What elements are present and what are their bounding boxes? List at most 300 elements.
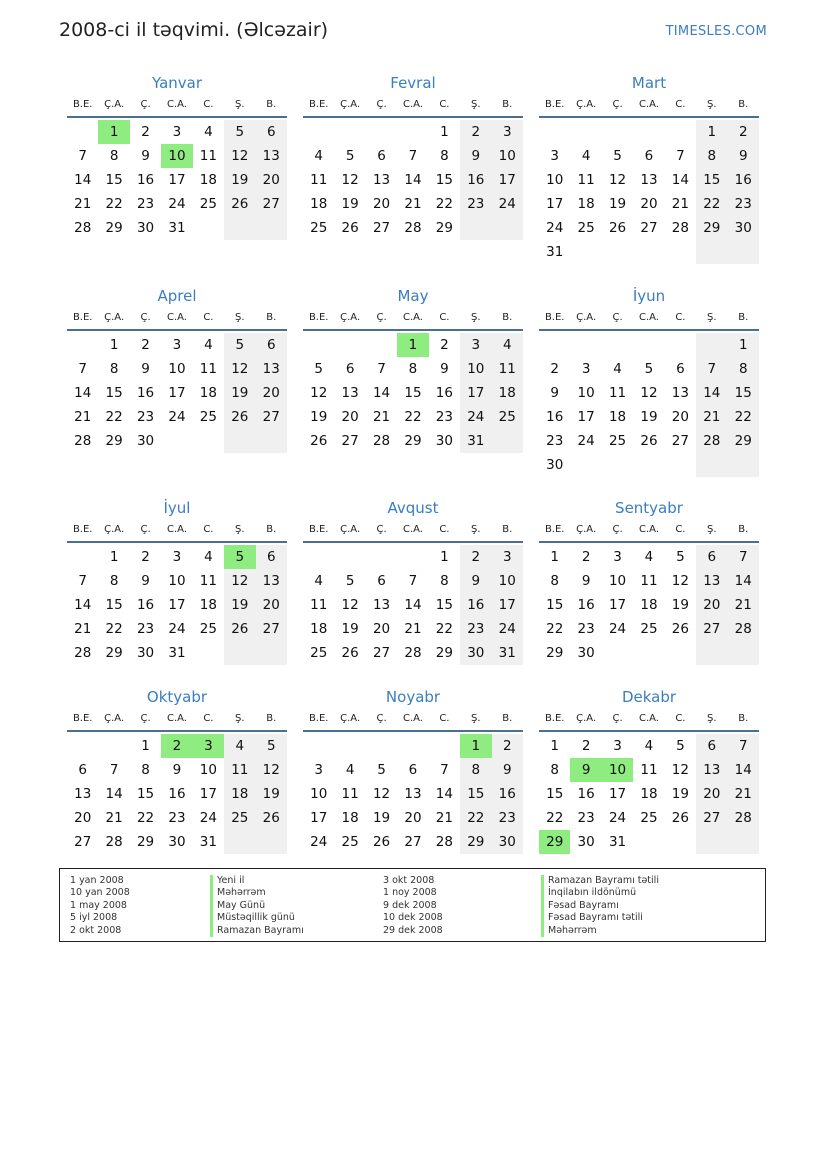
weekday-label: Ş. — [471, 99, 481, 110]
day-cell: 20 — [372, 196, 391, 212]
empty-cell — [256, 216, 287, 240]
day-cell: 4 — [644, 738, 654, 754]
day-cell: 2 — [460, 120, 491, 144]
weekday-label: C. — [203, 713, 214, 724]
day-cell: 20 — [74, 810, 92, 826]
day-cell: 2 — [492, 734, 523, 758]
day-cell: 5 — [377, 762, 386, 778]
weekday-label: B.E. — [308, 99, 329, 110]
day-cell: 14 — [74, 597, 92, 613]
day-cell: 10 — [199, 762, 217, 778]
empty-cell — [570, 453, 601, 477]
day-cell: 23 — [136, 409, 155, 425]
day-cell: 2 — [460, 545, 491, 569]
empty-cell — [570, 333, 601, 357]
day-cell: 25 — [224, 806, 255, 830]
day-cell: 16 — [136, 597, 155, 613]
weekday-label: Ç.A. — [576, 99, 597, 110]
day-cell: 8 — [408, 361, 418, 377]
day-cell: 20 — [671, 409, 689, 425]
day-cell: 12 — [341, 597, 359, 613]
day-cell: 27 — [256, 192, 287, 216]
day-cell: 13 — [256, 357, 287, 381]
holiday-day-cell: 5 — [224, 545, 255, 569]
empty-cell — [303, 120, 334, 144]
day-cell: 26 — [224, 405, 255, 429]
day-cell: 5 — [676, 738, 685, 754]
day-cell: 1 — [728, 333, 759, 357]
day-cell: 11 — [310, 172, 328, 188]
weekday-label: B.E. — [544, 713, 565, 724]
empty-cell — [193, 641, 224, 665]
day-cell: 29 — [460, 830, 491, 854]
month-name: Oktyabr — [146, 688, 208, 706]
legend-date: 10 dek 2008 — [383, 912, 443, 924]
empty-cell — [303, 333, 334, 357]
weekday-label: Ş. — [471, 312, 481, 323]
day-cell: 12 — [256, 758, 287, 782]
weekday-label: C.A. — [166, 713, 187, 724]
day-cell: 11 — [640, 762, 658, 778]
day-cell: 3 — [172, 549, 182, 565]
weekday-label: B. — [738, 99, 749, 110]
empty-cell — [696, 240, 727, 264]
weekday-label: Ç.A. — [104, 99, 125, 110]
page-title: 2008-ci il təqvimi. (Əlcəzair) — [59, 19, 329, 41]
day-cell: 28 — [74, 220, 92, 236]
day-cell: 11 — [199, 148, 217, 164]
day-cell: 18 — [577, 196, 595, 212]
day-cell: 30 — [577, 645, 595, 661]
day-cell: 27 — [341, 433, 359, 449]
day-cell: 18 — [341, 810, 359, 826]
day-cell: 13 — [696, 758, 727, 782]
day-cell: 20 — [640, 196, 658, 212]
day-cell: 5 — [644, 361, 654, 377]
day-cell: 6 — [256, 120, 287, 144]
brand-link[interactable]: TIMESLES.COM — [665, 24, 767, 39]
day-cell: 12 — [671, 762, 689, 778]
day-cell: 28 — [728, 806, 759, 830]
day-cell: 30 — [136, 220, 155, 236]
day-cell: 13 — [256, 144, 287, 168]
legend-holiday-name: Yeni il — [210, 875, 304, 887]
day-cell: 27 — [404, 834, 422, 850]
weekday-label: C.A. — [166, 312, 187, 323]
day-grid — [303, 120, 523, 240]
empty-cell — [728, 240, 759, 264]
weekday-label: C.A. — [638, 713, 659, 724]
month-name: Dekabr — [621, 688, 677, 706]
empty-cell — [224, 641, 255, 665]
day-cell: 11 — [608, 385, 627, 401]
empty-cell — [397, 734, 428, 758]
day-cell: 12 — [671, 573, 689, 589]
month-name: Noyabr — [385, 688, 441, 706]
weekday-label: Ç.A. — [340, 99, 361, 110]
day-cell: 25 — [199, 621, 217, 637]
day-cell: 8 — [440, 573, 449, 589]
day-cell: 10 — [492, 144, 523, 168]
day-cell: 4 — [644, 549, 654, 565]
day-cell: 26 — [372, 834, 391, 850]
day-cell: 25 — [310, 220, 328, 236]
day-cell: 20 — [404, 810, 422, 826]
day-cell: 3 — [492, 545, 523, 569]
weekday-label: C. — [203, 99, 214, 110]
day-cell: 9 — [728, 144, 759, 168]
day-cell: 4 — [204, 337, 213, 353]
day-cell: 2 — [141, 337, 150, 353]
day-cell: 29 — [696, 216, 727, 240]
weekday-header — [303, 307, 523, 331]
month-i̇yul — [67, 497, 287, 665]
weekday-label: B. — [502, 713, 513, 724]
day-cell: 27 — [671, 433, 689, 449]
weekday-label: C.A. — [166, 524, 187, 535]
day-cell: 12 — [640, 385, 658, 401]
weekday-label: Ş. — [471, 524, 481, 535]
day-cell: 15 — [105, 172, 123, 188]
day-cell: 28 — [404, 645, 422, 661]
empty-cell — [366, 545, 397, 569]
day-cell: 5 — [345, 148, 355, 164]
day-cell: 23 — [460, 192, 491, 216]
day-cell: 30 — [728, 216, 759, 240]
day-cell: 17 — [546, 196, 564, 212]
empty-cell — [67, 734, 98, 758]
day-cell: 23 — [577, 810, 595, 826]
day-cell: 13 — [696, 569, 727, 593]
day-cell: 4 — [314, 573, 323, 589]
day-cell: 27 — [74, 834, 92, 850]
day-cell: 27 — [256, 405, 287, 429]
day-cell: 29 — [404, 433, 422, 449]
legend-date: 10 yan 2008 — [70, 887, 130, 899]
day-cell: 7 — [78, 361, 87, 377]
empty-cell — [303, 545, 334, 569]
month-i̇yun — [539, 285, 759, 477]
day-cell: 6 — [345, 361, 355, 377]
day-cell: 15 — [105, 385, 123, 401]
day-cell: 18 — [199, 172, 217, 188]
day-cell: 4 — [345, 762, 355, 778]
day-cell: 15 — [546, 786, 564, 802]
day-cell: 22 — [435, 196, 453, 212]
day-cell: 9 — [440, 361, 449, 377]
day-grid — [303, 545, 523, 665]
day-cell: 15 — [136, 786, 155, 802]
empty-cell — [633, 830, 664, 854]
day-cell: 8 — [550, 762, 559, 778]
day-cell: 25 — [492, 405, 523, 429]
legend-holiday-name: May Günü — [210, 900, 304, 912]
weekday-label: B. — [738, 524, 749, 535]
holiday-day-cell: 10 — [161, 144, 192, 168]
empty-cell — [570, 120, 601, 144]
empty-cell — [224, 429, 255, 453]
day-cell: 10 — [460, 357, 491, 381]
day-cell: 22 — [105, 621, 123, 637]
day-cell: 16 — [168, 786, 186, 802]
day-cell: 3 — [314, 762, 323, 778]
day-cell: 19 — [372, 810, 391, 826]
empty-cell — [460, 216, 491, 240]
day-cell: 14 — [435, 786, 453, 802]
month-aprel — [67, 285, 287, 453]
weekday-label: B. — [266, 312, 277, 323]
day-cell: 31 — [199, 834, 217, 850]
empty-cell — [696, 830, 727, 854]
day-cell: 18 — [640, 786, 658, 802]
month-name: İyun — [632, 287, 666, 305]
day-grid — [539, 120, 759, 264]
day-cell: 7 — [408, 148, 418, 164]
day-cell: 22 — [105, 196, 123, 212]
weekday-label: Ş. — [235, 312, 245, 323]
day-cell: 16 — [136, 385, 155, 401]
day-cell: 24 — [608, 621, 627, 637]
day-cell: 2 — [550, 361, 559, 377]
month-may — [303, 285, 523, 453]
day-cell: 13 — [372, 172, 391, 188]
weekday-label: B. — [266, 524, 277, 535]
day-cell: 23 — [577, 621, 595, 637]
empty-cell — [602, 453, 633, 477]
weekday-label: C. — [439, 312, 450, 323]
weekday-label: Ç.A. — [340, 524, 361, 535]
holiday-day-cell: 1 — [98, 120, 129, 144]
day-cell: 17 — [608, 786, 627, 802]
month-name: Yanvar — [151, 74, 203, 92]
day-cell: 17 — [492, 168, 523, 192]
month-fevral — [303, 72, 523, 240]
day-cell: 15 — [435, 172, 453, 188]
day-cell: 31 — [460, 429, 491, 453]
day-cell: 3 — [613, 549, 622, 565]
day-cell: 21 — [435, 810, 453, 826]
day-cell: 26 — [671, 621, 689, 637]
legend-dates-col-2 — [383, 875, 443, 937]
day-cell: 5 — [345, 573, 355, 589]
day-cell: 22 — [404, 409, 422, 425]
empty-cell — [334, 734, 365, 758]
day-cell: 7 — [696, 357, 727, 381]
weekday-label: Ç.A. — [104, 312, 125, 323]
empty-cell — [665, 120, 696, 144]
day-cell: 7 — [728, 734, 759, 758]
weekday-label: Ç. — [376, 713, 387, 724]
day-cell: 6 — [696, 734, 727, 758]
weekday-label: B.E. — [544, 99, 565, 110]
day-cell: 24 — [310, 834, 328, 850]
day-cell: 28 — [435, 834, 453, 850]
day-cell: 12 — [608, 172, 627, 188]
day-cell: 30 — [492, 830, 523, 854]
empty-cell — [67, 545, 98, 569]
day-cell: 21 — [728, 782, 759, 806]
day-cell: 18 — [492, 381, 523, 405]
day-cell: 29 — [435, 645, 453, 661]
day-cell: 24 — [168, 196, 186, 212]
day-cell: 25 — [199, 409, 217, 425]
day-cell: 17 — [460, 381, 491, 405]
holiday-day-cell: 2 — [161, 734, 192, 758]
month-mart — [539, 72, 759, 264]
month-name: Avqust — [387, 499, 439, 517]
weekday-label: Ç. — [140, 713, 151, 724]
day-cell: 15 — [696, 168, 727, 192]
weekday-label: Ç.A. — [576, 312, 597, 323]
day-cell: 18 — [310, 196, 328, 212]
day-cell: 17 — [168, 385, 186, 401]
weekday-label: Ş. — [471, 713, 481, 724]
weekday-label: B. — [502, 524, 513, 535]
day-cell: 6 — [676, 361, 685, 377]
day-cell: 10 — [546, 172, 564, 188]
day-cell: 22 — [460, 806, 491, 830]
weekday-label: C. — [439, 713, 450, 724]
day-cell: 26 — [310, 433, 328, 449]
day-cell: 7 — [728, 545, 759, 569]
day-cell: 16 — [577, 597, 595, 613]
day-cell: 19 — [224, 381, 255, 405]
day-cell: 13 — [671, 385, 689, 401]
day-cell: 11 — [310, 597, 328, 613]
day-cell: 19 — [341, 196, 359, 212]
day-cell: 26 — [671, 810, 689, 826]
empty-cell — [334, 545, 365, 569]
day-cell: 25 — [310, 645, 328, 661]
legend-names-col-2 — [541, 875, 659, 937]
weekday-header — [539, 519, 759, 543]
legend-date: 5 iyl 2008 — [70, 912, 118, 924]
empty-cell — [303, 734, 334, 758]
day-cell: 2 — [581, 549, 591, 565]
month-sentyabr — [539, 497, 759, 665]
empty-cell — [98, 734, 129, 758]
day-cell: 23 — [168, 810, 186, 826]
day-cell: 21 — [404, 621, 422, 637]
day-cell: 27 — [372, 645, 391, 661]
day-cell: 15 — [435, 597, 453, 613]
day-cell: 8 — [109, 148, 119, 164]
weekday-label: Ç. — [140, 524, 151, 535]
empty-cell — [696, 453, 727, 477]
month-yanvar — [67, 72, 287, 240]
day-cell: 9 — [141, 148, 150, 164]
day-cell: 3 — [460, 333, 491, 357]
day-cell: 23 — [492, 806, 523, 830]
empty-cell — [256, 830, 287, 854]
weekday-label: C. — [675, 524, 686, 535]
weekday-label: Ş. — [707, 312, 717, 323]
day-cell: 23 — [728, 192, 759, 216]
weekday-label: C.A. — [402, 99, 423, 110]
day-cell: 15 — [728, 381, 759, 405]
weekday-label: C. — [439, 99, 450, 110]
weekday-label: Ç. — [612, 524, 623, 535]
empty-cell — [193, 429, 224, 453]
day-cell: 29 — [105, 645, 123, 661]
day-cell: 1 — [550, 738, 559, 754]
weekday-label: Ç. — [376, 99, 387, 110]
day-cell: 13 — [256, 569, 287, 593]
day-cell: 21 — [696, 405, 727, 429]
empty-cell — [539, 333, 570, 357]
day-cell: 29 — [136, 834, 155, 850]
day-cell: 2 — [141, 124, 150, 140]
weekday-label: Ş. — [235, 99, 245, 110]
day-cell: 30 — [460, 641, 491, 665]
legend-holiday-name: Ramazan Bayramı tətili — [541, 875, 659, 887]
day-grid — [67, 545, 287, 665]
day-cell: 16 — [435, 385, 453, 401]
day-cell: 28 — [696, 429, 727, 453]
legend-holiday-name: İnqilabın ildönümü — [541, 887, 659, 899]
day-cell: 24 — [492, 192, 523, 216]
legend-holiday-name: Ramazan Bayramı — [210, 925, 304, 937]
weekday-label: C. — [203, 524, 214, 535]
day-cell: 28 — [404, 220, 422, 236]
day-cell: 14 — [671, 172, 689, 188]
empty-cell — [602, 120, 633, 144]
day-cell: 31 — [168, 220, 186, 236]
day-cell: 16 — [492, 782, 523, 806]
weekday-label: B.E. — [308, 524, 329, 535]
day-cell: 14 — [74, 385, 92, 401]
weekday-label: C.A. — [402, 312, 423, 323]
day-cell: 25 — [640, 621, 658, 637]
day-cell: 12 — [224, 569, 255, 593]
day-cell: 9 — [141, 361, 150, 377]
day-cell: 18 — [310, 621, 328, 637]
day-cell: 20 — [256, 168, 287, 192]
weekday-label: Ç. — [612, 312, 623, 323]
day-cell: 16 — [460, 593, 491, 617]
weekday-label: B. — [266, 713, 277, 724]
day-cell: 2 — [728, 120, 759, 144]
day-grid — [539, 734, 759, 854]
day-cell: 5 — [224, 120, 255, 144]
day-cell: 31 — [492, 641, 523, 665]
day-cell: 19 — [341, 621, 359, 637]
day-cell: 25 — [608, 433, 627, 449]
day-cell: 18 — [224, 782, 255, 806]
day-cell: 21 — [728, 593, 759, 617]
day-cell: 18 — [199, 597, 217, 613]
weekday-label: C.A. — [166, 99, 187, 110]
day-cell: 28 — [74, 645, 92, 661]
day-cell: 25 — [640, 810, 658, 826]
day-cell: 13 — [372, 597, 391, 613]
weekday-label: Ç.A. — [340, 312, 361, 323]
weekday-header — [67, 708, 287, 732]
legend-holiday-name: Fəsad Bayramı tətili — [541, 912, 659, 924]
day-cell: 9 — [460, 569, 491, 593]
day-cell: 13 — [404, 786, 422, 802]
day-cell: 9 — [172, 762, 182, 778]
empty-cell — [665, 641, 696, 665]
day-cell: 21 — [74, 196, 92, 212]
day-cell: 15 — [404, 385, 422, 401]
empty-cell — [602, 641, 633, 665]
day-cell: 19 — [608, 196, 627, 212]
day-cell: 21 — [74, 621, 92, 637]
weekday-label: C. — [203, 312, 214, 323]
empty-cell — [366, 734, 397, 758]
day-cell: 21 — [74, 409, 92, 425]
